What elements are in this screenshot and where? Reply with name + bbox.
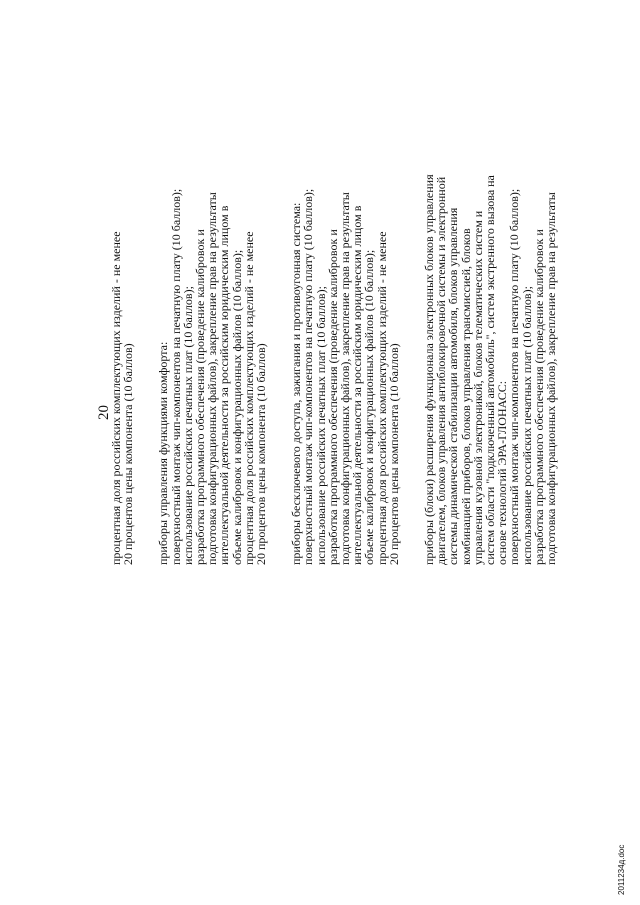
text-line: поверхностный монтаж чип-компонентов на печатную плату (10 баллов); — [168, 188, 183, 565]
text-line: систем области "подключенный автомобиль", систем экстренного вызова на — [483, 175, 498, 565]
text-line: двигателем, блоков управления антиблокировочной системы и электронной — [434, 176, 449, 565]
text-line: 20 процентов цены компонента (10 баллов) — [121, 343, 136, 565]
paragraph-spacer — [400, 25, 423, 565]
text-line: объеме калибровок и конфигурационных файлов (10 баллов); — [229, 249, 244, 565]
paragraph-block — [110, 25, 134, 565]
text-line: основе технологий ЭРА-ГЛОНАСС: — [495, 380, 510, 565]
document-filename: 2011234д.doc — [617, 844, 626, 895]
text-line: 20 процентов цены компонента (10 баллов) — [386, 343, 401, 565]
paragraph-block — [423, 25, 557, 565]
text-line: процентная доля российских комплектующих изделий - не менее — [109, 231, 123, 565]
text-line: подготовка конфигурационных файлов), закрепление прав на результаты — [205, 192, 220, 565]
text-line: поверхностный монтаж чип-компонентов на печатную плату (10 баллов); — [507, 188, 522, 565]
body-text — [110, 25, 557, 565]
text-line: процентная доля российских комплектующих изделий - не менее — [374, 231, 389, 565]
text-line: приборы управления функциями комфорта: — [156, 341, 171, 565]
text-line: приборы (блоки) расширения функционала электронных блоков управления — [422, 174, 437, 565]
text-line: интеллектуальной деятельности за российским юридическим лицом в — [217, 205, 232, 565]
text-line: подготовка конфигурационных файлов), закрепление прав на результаты — [544, 192, 559, 565]
text-line: управления кузовной электроникой, блоков телематических систем и — [470, 210, 485, 565]
paragraph-block — [290, 25, 400, 565]
text-line: интеллектуальной деятельности за российским юридическим лицом в — [350, 205, 365, 565]
text-line: использование российских печатных плат (10 баллов); — [313, 286, 328, 565]
text-line: объеме калибровок и конфигурационных файлов (10 баллов); — [362, 249, 377, 565]
text-line: подготовка конфигурационных файлов), закрепление прав на результаты — [338, 192, 353, 565]
text-line: поверхностный монтаж чип-компонентов на печатную плату (10 баллов); — [301, 188, 316, 565]
text-line: системы динамической стабилизации автомобиля, блоков управления — [446, 207, 461, 565]
text-line: разработка программного обеспечения (проведение калибровок и — [531, 229, 546, 565]
text-line: приборы бесключевого доступа, зажигания и противоугонная система: — [289, 202, 304, 565]
page-number: 20 — [96, 405, 112, 420]
text-line: использование российских печатных плат (10 баллов); — [519, 286, 534, 565]
text-line: процентная доля российских комплектующих изделий - не менее — [241, 231, 256, 565]
text-line: комбинацией приборов, блоков управления трансмиссией, блоков — [458, 228, 473, 565]
text-line: использование российских печатных плат (10 баллов); — [180, 286, 195, 565]
paragraph-spacer — [267, 25, 290, 565]
paragraph-spacer — [134, 25, 157, 565]
paragraph-block — [157, 25, 267, 565]
text-line: разработка программного обеспечения (проведение калибровок и — [325, 229, 340, 565]
text-line: разработка программного обеспечения (проведение калибровок и — [193, 229, 208, 565]
text-line: 20 процентов цены компонента (10 баллов) — [254, 343, 269, 565]
